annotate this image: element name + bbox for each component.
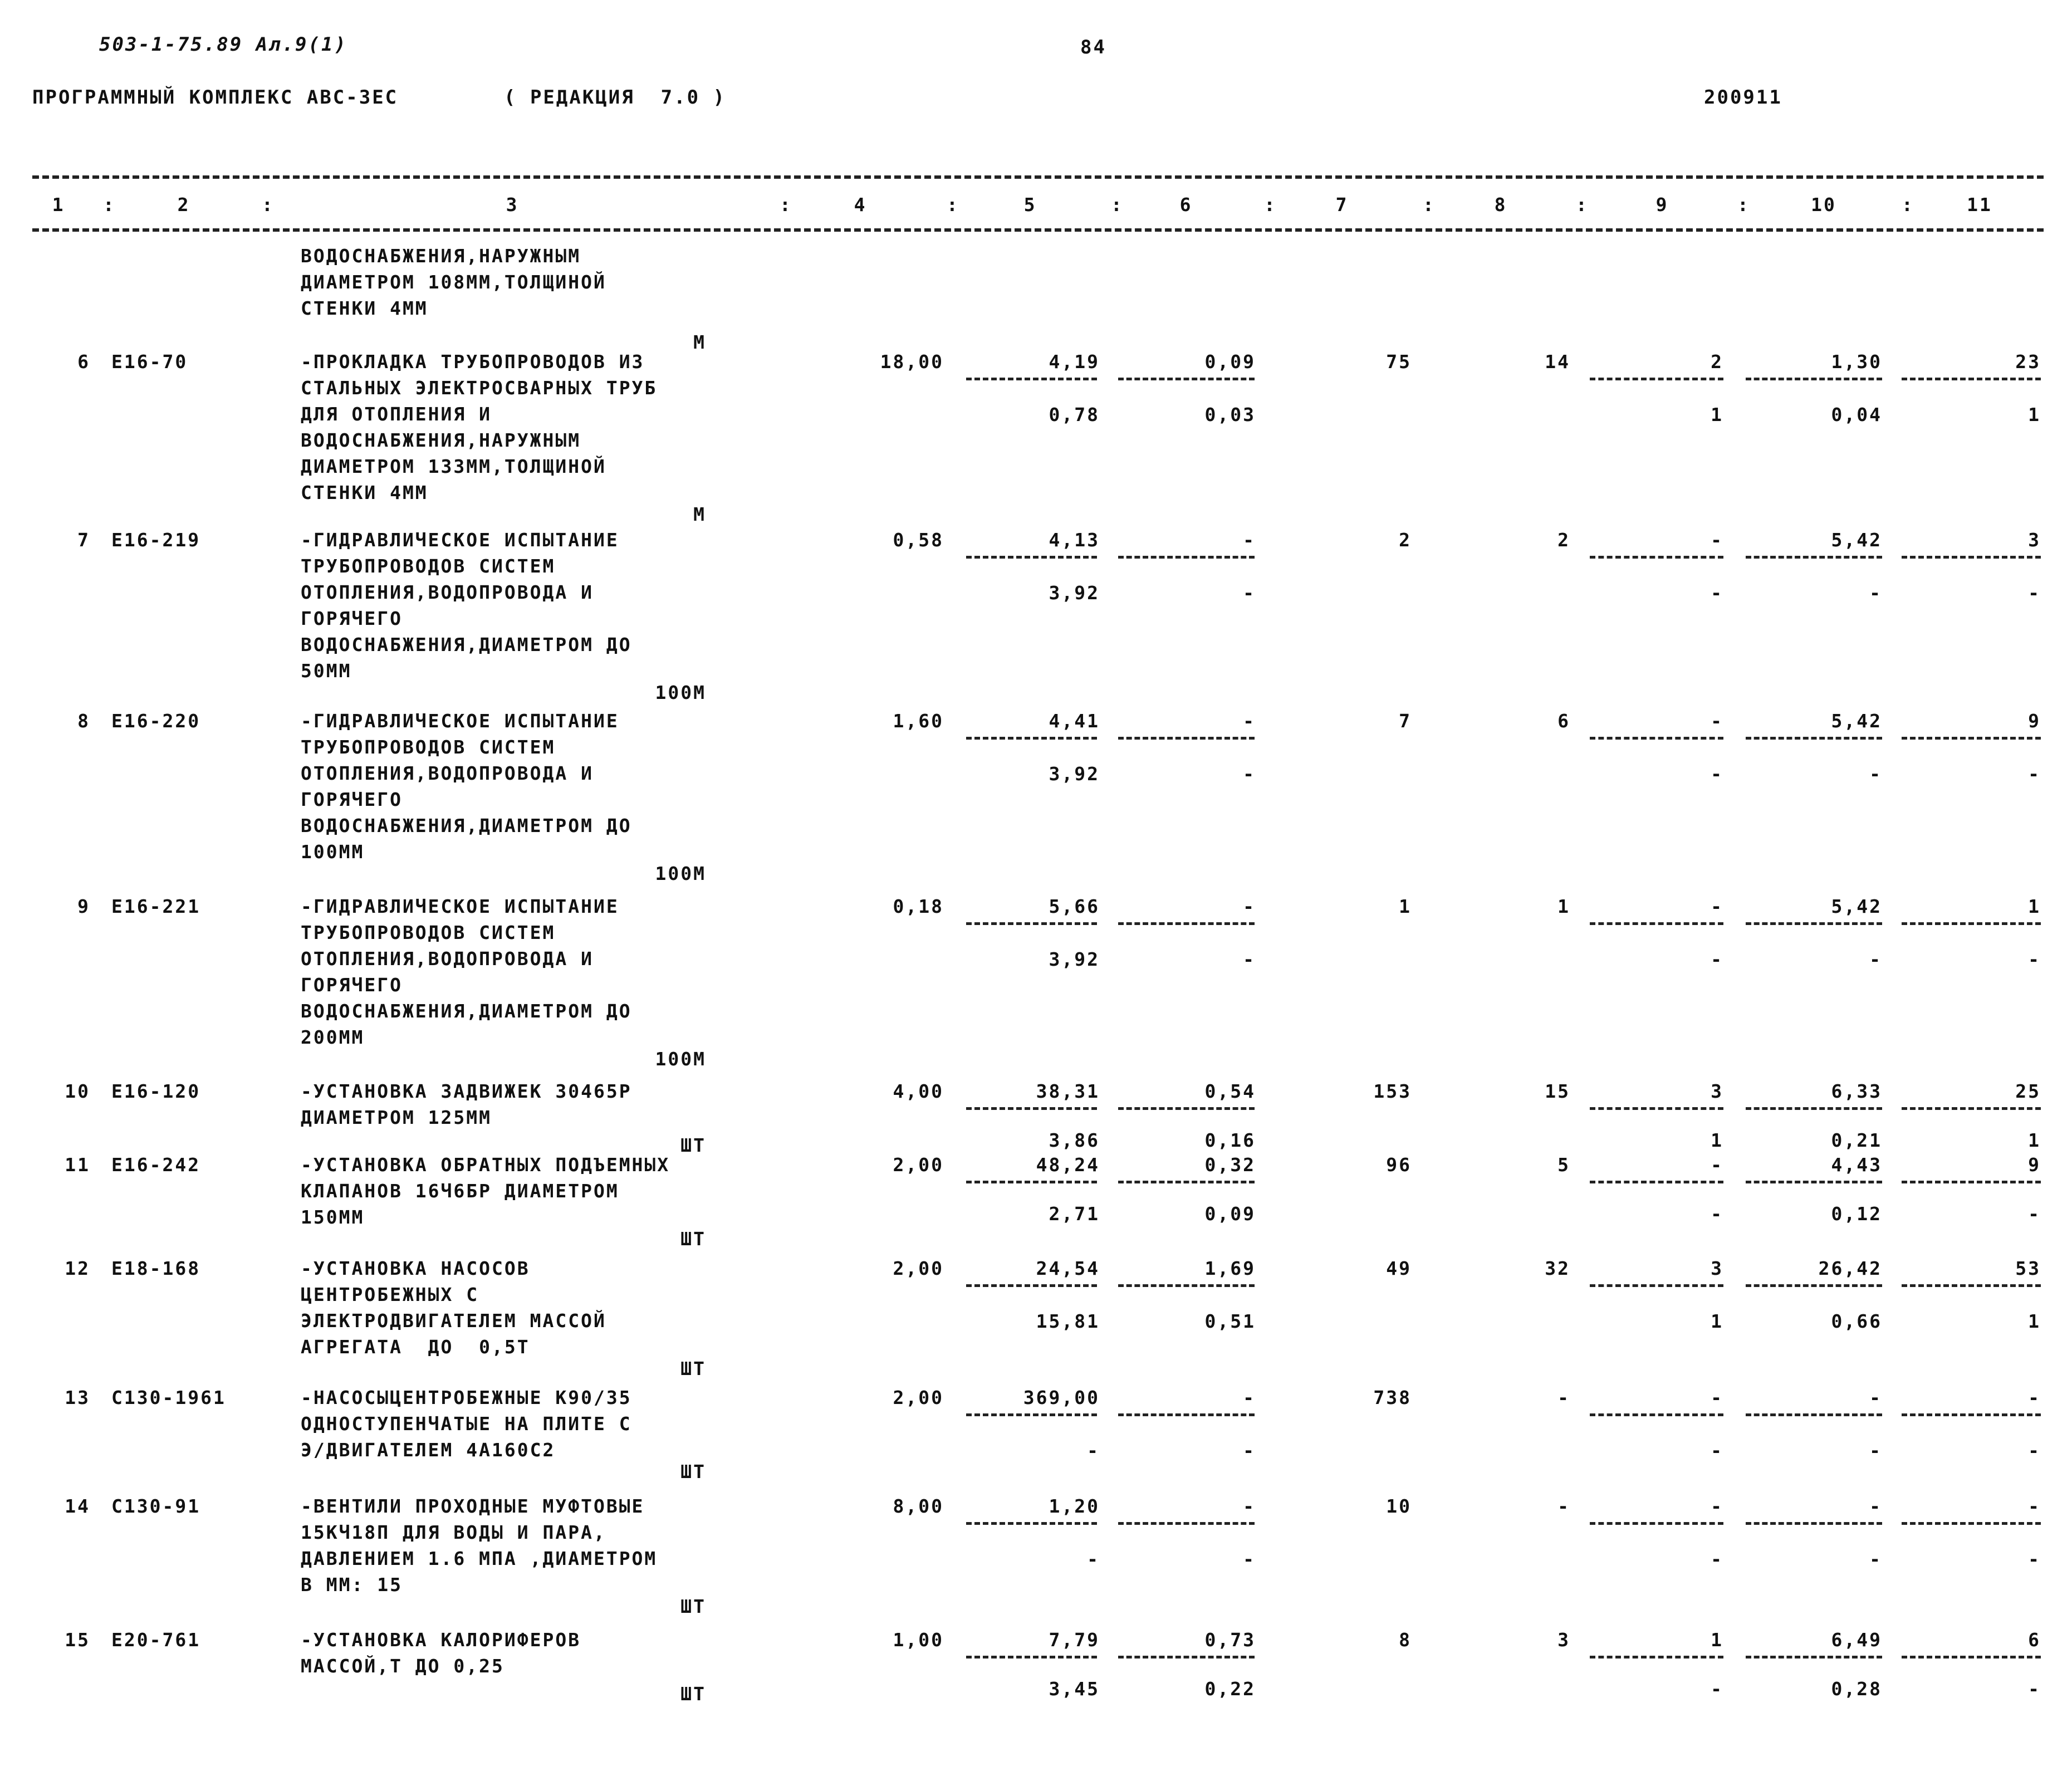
cell-col11-sub: 1 [2028, 404, 2041, 425]
cell-col5: 5,66 [1049, 896, 1100, 917]
fraction-line-col11 [1902, 922, 2041, 925]
cell-col9: 3 [1711, 1258, 1723, 1279]
fraction-line-col6 [1118, 1413, 1255, 1416]
cell-col9: 1 [1711, 1629, 1723, 1651]
cell-col6-sub: 0,51 [1204, 1310, 1256, 1332]
row-description-line: -НАСОСЫЦЕНТРОБЕЖНЫЕ К90/35 [301, 1387, 632, 1408]
cell-col9-sub: - [1711, 1548, 1723, 1570]
cell-col5-sub: 15,81 [1036, 1310, 1100, 1332]
cell-col10-sub: - [1869, 1548, 1882, 1570]
column-header-4: 4 [854, 194, 867, 216]
cell-col5-sub: 3,92 [1049, 763, 1100, 785]
row-description-line: ТРУБОПРОВОДОВ СИСТЕМ [301, 922, 556, 943]
cell-col4: 4,00 [893, 1080, 944, 1102]
cell-col11: 6 [2028, 1629, 2041, 1651]
cell-col7: 75 [1386, 351, 1412, 373]
fraction-line-col9 [1590, 1107, 1723, 1110]
cell-col5: 4,41 [1049, 710, 1100, 732]
cell-col9-sub: - [1711, 763, 1723, 785]
cell-col7: 96 [1386, 1154, 1412, 1176]
cell-col4: 0,18 [893, 896, 944, 917]
fraction-line-col6 [1118, 1181, 1255, 1183]
fraction-line-col10 [1746, 1656, 1882, 1658]
row-description-line: ОТОПЛЕНИЯ,ВОДОПРОВОДА И [301, 948, 594, 970]
column-header-7: 7 [1335, 194, 1349, 216]
fraction-line-col10 [1746, 922, 1882, 925]
fraction-line-col10 [1746, 1107, 1882, 1110]
cell-col9-sub: - [1711, 582, 1723, 604]
row-number: 6 [77, 351, 90, 373]
cell-col8: 15 [1545, 1080, 1570, 1102]
row-code: Е16-70 [111, 351, 188, 373]
row-number: 15 [65, 1629, 90, 1651]
cell-col11-sub: - [2028, 1440, 2041, 1461]
cell-col11-sub: - [2028, 948, 2041, 970]
fraction-line-col10 [1746, 1413, 1882, 1416]
cell-col10: 26,42 [1818, 1258, 1882, 1279]
cell-col10: 5,42 [1831, 710, 1882, 732]
fraction-line-col9 [1590, 556, 1723, 559]
row-description-line: -УСТАНОВКА НАСОСОВ [301, 1258, 530, 1279]
cell-col7: 7 [1399, 710, 1412, 732]
cell-col5-sub: 3,45 [1049, 1678, 1100, 1700]
row-description-line: ВОДОСНАБЖЕНИЯ,ДИАМЕТРОМ ДО [301, 815, 632, 836]
fraction-line-col6 [1118, 922, 1255, 925]
fraction-line-col6 [1118, 1107, 1255, 1110]
row-description-line: ОДНОСТУПЕНЧАТЫЕ НА ПЛИТЕ С [301, 1413, 632, 1435]
fraction-line-col5 [966, 1181, 1097, 1183]
row-code: Е16-220 [111, 710, 201, 732]
row-description-line: ОТОПЛЕНИЯ,ВОДОПРОВОДА И [301, 581, 594, 603]
cell-col6: - [1243, 529, 1256, 551]
fraction-line-col11 [1902, 1107, 2041, 1110]
unit-label: М [693, 331, 706, 353]
column-separator: : [947, 194, 959, 216]
fraction-line-col10 [1746, 556, 1882, 559]
column-separator: : [1902, 194, 1914, 216]
cell-col9-sub: 1 [1711, 1129, 1723, 1151]
fraction-line-col11 [1902, 1413, 2041, 1416]
row-unit: ШТ [680, 1683, 706, 1705]
cell-col4: 2,00 [893, 1258, 944, 1279]
row-description-line: ДИАМЕТРОМ 133ММ,ТОЛЩИНОЙ [301, 456, 606, 477]
cell-col7: 1 [1399, 896, 1412, 917]
cell-col8: - [1557, 1495, 1570, 1517]
cell-col10: 6,33 [1831, 1080, 1882, 1102]
column-separator: : [1737, 194, 1750, 216]
row-number: 13 [65, 1387, 90, 1408]
row-description-line: ГОРЯЧЕГО [301, 789, 403, 810]
fraction-line-col9 [1590, 1284, 1723, 1287]
cell-col6: 1,69 [1204, 1258, 1256, 1279]
cell-col11: - [2028, 1495, 2041, 1517]
fraction-line-col11 [1902, 1284, 2041, 1287]
page-number: 84 [1080, 36, 1106, 58]
fraction-line-col11 [1902, 378, 2041, 380]
cell-col7: 8 [1399, 1629, 1412, 1651]
row-description-line: -ГИДРАВЛИЧЕСКОЕ ИСПЫТАНИЕ [301, 896, 619, 917]
cell-col5: 4,13 [1049, 529, 1100, 551]
row-description-line: В ММ: 15 [301, 1574, 403, 1596]
cell-col6-sub: 0,03 [1204, 404, 1256, 425]
cell-col10: 1,30 [1831, 351, 1882, 373]
row-code: Е16-221 [111, 896, 201, 917]
column-header-6: 6 [1179, 194, 1193, 216]
cell-col6-sub: - [1243, 1440, 1256, 1461]
cell-col5: 7,79 [1049, 1629, 1100, 1651]
cell-col7: 10 [1386, 1495, 1412, 1517]
fraction-line-col10 [1746, 1181, 1882, 1183]
fraction-line-col5 [966, 737, 1097, 740]
row-description-line: ВОДОСНАБЖЕНИЯ,НАРУЖНЫМ [301, 429, 581, 451]
cell-col10-sub: 0,12 [1831, 1203, 1882, 1225]
row-description-line: 50ММ [301, 660, 352, 682]
row-description-line: -ПРОКЛАДКА ТРУБОПРОВОДОВ ИЗ [301, 351, 645, 373]
row-unit: ШТ [680, 1228, 706, 1250]
column-header-9: 9 [1655, 194, 1669, 216]
fraction-line-col6 [1118, 1522, 1255, 1525]
row-description-line: СТАЛЬНЫХ ЭЛЕКТРОСВАРНЫХ ТРУБ [301, 377, 658, 399]
column-separator: : [1423, 194, 1436, 216]
column-header-10: 10 [1811, 194, 1836, 216]
fraction-line-col9 [1590, 1522, 1723, 1525]
row-number: 11 [65, 1154, 90, 1176]
cell-col8: 6 [1557, 710, 1570, 732]
row-unit: ШТ [680, 1461, 706, 1483]
row-description-line: ДЛЯ ОТОПЛЕНИЯ И [301, 403, 492, 425]
row-description-line: ГОРЯЧЕГО [301, 974, 403, 996]
cell-col9: - [1711, 896, 1723, 917]
cell-col7: 2 [1399, 529, 1412, 551]
cell-col6: - [1243, 896, 1256, 917]
column-header-3: 3 [506, 194, 519, 216]
cell-col5-sub: 2,71 [1049, 1203, 1100, 1225]
row-number: 12 [65, 1258, 90, 1279]
fraction-line-col6 [1118, 556, 1255, 559]
cell-col11-sub: - [2028, 1678, 2041, 1700]
fraction-line-col5 [966, 1522, 1097, 1525]
row-unit: М [693, 503, 706, 525]
fraction-line-col5 [966, 1284, 1097, 1287]
fraction-line-col5 [966, 1656, 1097, 1658]
cell-col5: 369,00 [1023, 1387, 1100, 1408]
row-description-line: ЦЕНТРОБЕЖНЫХ С [301, 1284, 479, 1305]
cell-col10: - [1869, 1387, 1882, 1408]
cell-col6: 0,73 [1204, 1629, 1256, 1651]
column-header-5: 5 [1023, 194, 1037, 216]
cell-col5-sub: - [1087, 1440, 1100, 1461]
row-description-line: ВОДОСНАБЖЕНИЯ,ДИАМЕТРОМ ДО [301, 634, 632, 655]
fraction-line-col9 [1590, 922, 1723, 925]
cell-col11: 3 [2028, 529, 2041, 551]
cell-col11-sub: - [2028, 763, 2041, 785]
column-separator: : [780, 194, 792, 216]
cell-col11: 9 [2028, 710, 2041, 732]
row-code: Е20-761 [111, 1629, 201, 1651]
cell-col10: 4,43 [1831, 1154, 1882, 1176]
row-unit: 100М [655, 682, 706, 703]
row-description-line: 200ММ [301, 1026, 365, 1048]
row-code: Е16-120 [111, 1080, 201, 1102]
cell-col11: 53 [2015, 1258, 2041, 1279]
column-separator: : [103, 194, 116, 216]
cell-col4: 1,60 [893, 710, 944, 732]
cell-col8: 3 [1557, 1629, 1570, 1651]
row-description-line: -УСТАНОВКА КАЛОРИФЕРОВ [301, 1629, 581, 1651]
cell-col5-sub: 3,86 [1049, 1129, 1100, 1151]
row-number: 10 [65, 1080, 90, 1102]
cell-col7: 49 [1386, 1258, 1412, 1279]
row-description-line: ТРУБОПРОВОДОВ СИСТЕМ [301, 736, 556, 758]
row-code: Е16-219 [111, 529, 201, 551]
fraction-line-col5 [966, 1107, 1097, 1110]
cell-col11: 1 [2028, 896, 2041, 917]
cell-col5: 24,54 [1036, 1258, 1100, 1279]
row-description-line: -ГИДРАВЛИЧЕСКОЕ ИСПЫТАНИЕ [301, 529, 619, 551]
row-number: 14 [65, 1495, 90, 1517]
row-code: Е16-242 [111, 1154, 201, 1176]
row-description-line: ЭЛЕКТРОДВИГАТЕЛЕМ МАССОЙ [301, 1310, 606, 1332]
cell-col4: 8,00 [893, 1495, 944, 1517]
program-edition: ( РЕДАКЦИЯ 7.0 ) [504, 86, 726, 109]
cell-col4: 2,00 [893, 1154, 944, 1176]
date-code: 200911 [1704, 86, 1782, 109]
fraction-line-col6 [1118, 378, 1255, 380]
cell-col6-sub: - [1243, 582, 1256, 604]
cell-col5-sub: 3,92 [1049, 582, 1100, 604]
row-description-line: Э/ДВИГАТЕЛЕМ 4А160С2 [301, 1439, 556, 1461]
fraction-line-col5 [966, 922, 1097, 925]
row-number: 7 [77, 529, 90, 551]
fraction-line-col10 [1746, 1522, 1882, 1525]
column-separator: : [262, 194, 275, 216]
fraction-line-col11 [1902, 556, 2041, 559]
cell-col6: - [1243, 1387, 1256, 1408]
cell-col8: 5 [1557, 1154, 1570, 1176]
cell-col6: 0,54 [1204, 1080, 1256, 1102]
row-description-line: 15КЧ18П ДЛЯ ВОДЫ И ПАРА, [301, 1521, 606, 1543]
cell-col9-sub: 1 [1711, 1310, 1723, 1332]
cell-col11: 25 [2015, 1080, 2041, 1102]
column-separator: : [1111, 194, 1124, 216]
description-continuation-line: СТЕНКИ 4ММ [301, 297, 428, 319]
cell-col5: 1,20 [1049, 1495, 1100, 1517]
row-description-line: АГРЕГАТА ДО 0,5Т [301, 1336, 530, 1358]
cell-col5-sub: - [1087, 1548, 1100, 1570]
cell-col4: 18,00 [880, 351, 944, 373]
fraction-line-col6 [1118, 1656, 1255, 1658]
column-header-2: 2 [177, 194, 190, 216]
fraction-line-col5 [966, 1413, 1097, 1416]
cell-col6-sub: - [1243, 1548, 1256, 1570]
row-description-line: ДАВЛЕНИЕМ 1.6 МПА ,ДИАМЕТРОМ [301, 1548, 658, 1569]
cell-col11-sub: - [2028, 1203, 2041, 1225]
cell-col4: 0,58 [893, 529, 944, 551]
fraction-line-col10 [1746, 1284, 1882, 1287]
cell-col10-sub: - [1869, 763, 1882, 785]
cell-col11-sub: - [2028, 1548, 2041, 1570]
fraction-line-col5 [966, 378, 1097, 380]
cell-col6-sub: - [1243, 763, 1256, 785]
row-description-line: 150ММ [301, 1206, 365, 1228]
cell-col10-sub: 0,28 [1831, 1678, 1882, 1700]
fraction-line-col9 [1590, 1656, 1723, 1658]
fraction-line-col9 [1590, 1181, 1723, 1183]
cell-col11-sub: 1 [2028, 1129, 2041, 1151]
fraction-line-col5 [966, 556, 1097, 559]
row-description-line: ТРУБОПРОВОДОВ СИСТЕМ [301, 555, 556, 577]
fraction-line-col11 [1902, 1656, 2041, 1658]
cell-col11: - [2028, 1387, 2041, 1408]
fraction-line-col11 [1902, 737, 2041, 740]
cell-col10: 5,42 [1831, 529, 1882, 551]
cell-col5: 4,19 [1049, 351, 1100, 373]
cell-col7: 153 [1373, 1080, 1412, 1102]
cell-col5: 38,31 [1036, 1080, 1100, 1102]
cell-col6: - [1243, 710, 1256, 732]
cell-col8: - [1557, 1387, 1570, 1408]
cell-col6-sub: 0,16 [1204, 1129, 1256, 1151]
document-code: 503-1-75.89 Ал.9(1) [99, 33, 347, 56]
cell-col6-sub: 0,22 [1204, 1678, 1256, 1700]
cell-col6-sub: - [1243, 948, 1256, 970]
cell-col11: 23 [2015, 351, 2041, 373]
cell-col4: 1,00 [893, 1629, 944, 1651]
cell-col10-sub: - [1869, 582, 1882, 604]
row-unit: ШТ [680, 1358, 706, 1379]
description-continuation-line: ДИАМЕТРОМ 108ММ,ТОЛЩИНОЙ [301, 271, 606, 293]
cell-col6: 0,09 [1204, 351, 1256, 373]
cell-col9-sub: - [1711, 1440, 1723, 1461]
cell-col10-sub: - [1869, 1440, 1882, 1461]
column-header-11: 11 [1967, 194, 1992, 216]
column-separator: : [1264, 194, 1277, 216]
cell-col9: 3 [1711, 1080, 1723, 1102]
cell-col10-sub: 0,66 [1831, 1310, 1882, 1332]
cell-col6: - [1243, 1495, 1256, 1517]
cell-col8: 1 [1557, 896, 1570, 917]
cell-col6: 0,32 [1204, 1154, 1256, 1176]
fraction-line-col11 [1902, 1181, 2041, 1183]
fraction-line-col9 [1590, 737, 1723, 740]
row-unit: 100М [655, 863, 706, 884]
cell-col8: 2 [1557, 529, 1570, 551]
row-description-line: -УСТАНОВКА ОБРАТНЫХ ПОДЪЕМНЫХ [301, 1154, 670, 1176]
fraction-line-col10 [1746, 737, 1882, 740]
row-description-line: КЛАПАНОВ 16Ч6БР ДИАМЕТРОМ [301, 1180, 619, 1202]
cell-col11-sub: 1 [2028, 1310, 2041, 1332]
row-number: 9 [77, 896, 90, 917]
cell-col9: - [1711, 529, 1723, 551]
row-unit: 100М [655, 1048, 706, 1070]
cell-col7: 738 [1373, 1387, 1412, 1408]
cell-col10-sub: 0,04 [1831, 404, 1882, 425]
cell-col10: 6,49 [1831, 1629, 1882, 1651]
cell-col5-sub: 0,78 [1049, 404, 1100, 425]
cell-col10-sub: - [1869, 948, 1882, 970]
row-description-line: МАССОЙ,Т ДО 0,25 [301, 1655, 504, 1677]
row-code: С130-91 [111, 1495, 201, 1517]
row-description-line: ДИАМЕТРОМ 125ММ [301, 1107, 492, 1128]
fraction-line-col6 [1118, 737, 1255, 740]
row-description-line: СТЕНКИ 4ММ [301, 482, 428, 503]
fraction-line-col9 [1590, 378, 1723, 380]
cell-col9-sub: - [1711, 948, 1723, 970]
program-name: ПРОГРАММНЫЙ КОМПЛЕКС АВС-3ЕС [32, 86, 399, 109]
row-unit: ШТ [680, 1596, 706, 1617]
cell-col9-sub: 1 [1711, 404, 1723, 425]
cell-col11-sub: - [2028, 582, 2041, 604]
row-description-line: 100ММ [301, 841, 365, 863]
fraction-line-col6 [1118, 1284, 1255, 1287]
row-description-line: -ГИДРАВЛИЧЕСКОЕ ИСПЫТАНИЕ [301, 710, 619, 732]
column-header-1: 1 [52, 194, 65, 216]
cell-col10: 5,42 [1831, 896, 1882, 917]
row-description-line: ОТОПЛЕНИЯ,ВОДОПРОВОДА И [301, 762, 594, 784]
cell-col11: 9 [2028, 1154, 2041, 1176]
cell-col9: - [1711, 1495, 1723, 1517]
cell-col5: 48,24 [1036, 1154, 1100, 1176]
fraction-line-col9 [1590, 1413, 1723, 1416]
cell-col9: - [1711, 1154, 1723, 1176]
table-top-rule [32, 175, 2044, 179]
cell-col8: 14 [1545, 351, 1570, 373]
cell-col9: 2 [1711, 351, 1723, 373]
cell-col8: 32 [1545, 1258, 1570, 1279]
cell-col9-sub: - [1711, 1678, 1723, 1700]
cell-col4: 2,00 [893, 1387, 944, 1408]
column-separator: : [1576, 194, 1589, 216]
row-description-line: -УСТАНОВКА ЗАДВИЖЕК 30465Р [301, 1080, 632, 1102]
cell-col9: - [1711, 1387, 1723, 1408]
row-number: 8 [77, 710, 90, 732]
fraction-line-col11 [1902, 1522, 2041, 1525]
row-description-line: -ВЕНТИЛИ ПРОХОДНЫЕ МУФТОВЫЕ [301, 1495, 645, 1517]
row-description-line: ГОРЯЧЕГО [301, 608, 403, 629]
column-header-8: 8 [1494, 194, 1507, 216]
fraction-line-col10 [1746, 378, 1882, 380]
cell-col5-sub: 3,92 [1049, 948, 1100, 970]
cell-col9: - [1711, 710, 1723, 732]
cell-col9-sub: - [1711, 1203, 1723, 1225]
cell-col6-sub: 0,09 [1204, 1203, 1256, 1225]
row-description-line: ВОДОСНАБЖЕНИЯ,ДИАМЕТРОМ ДО [301, 1000, 632, 1022]
table-header-rule [32, 228, 2044, 232]
description-continuation-line: ВОДОСНАБЖЕНИЯ,НАРУЖНЫМ [301, 245, 581, 267]
row-unit: ШТ [680, 1134, 706, 1156]
cell-col10-sub: 0,21 [1831, 1129, 1882, 1151]
cell-col10: - [1869, 1495, 1882, 1517]
row-code: Е18-168 [111, 1258, 201, 1279]
row-code: С130-1961 [111, 1387, 226, 1408]
